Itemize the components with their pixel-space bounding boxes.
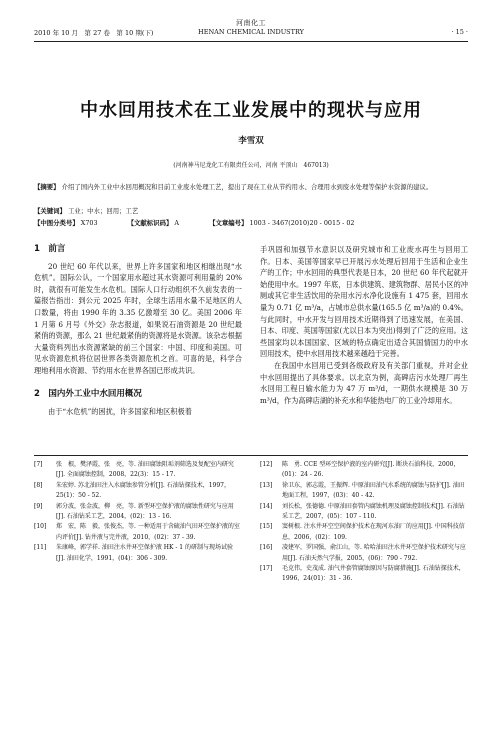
reference-item bbox=[34, 522, 240, 543]
reference-item bbox=[34, 460, 240, 481]
clc-label: 【中图分类号】 bbox=[34, 219, 79, 227]
section2-heading: 2 国内外工业中水回用概况 bbox=[34, 388, 142, 399]
reference-text: 朱康峰，郭学祥. 油田注水井环空保护液 HK - 1 的研制与现场试验[J]. 油田化学，1991，(04)：306 - 309. bbox=[56, 544, 234, 562]
references-right bbox=[260, 460, 468, 585]
keywords-label: 【关键词】 bbox=[34, 207, 66, 215]
article-title: 中水回用技术在工业发展中的现状与应用 bbox=[80, 100, 422, 121]
reference-number: [7] bbox=[34, 461, 43, 468]
doccode-label: 【文献标识码】 bbox=[127, 219, 173, 227]
right-column bbox=[260, 244, 468, 406]
reference-item bbox=[34, 502, 240, 523]
reference-text: 朱宏婷. 苏北油田注入水腐蚀参管分析[J]. 石油钻探技术，1997，25(1)：50 - 52. bbox=[56, 481, 230, 500]
reference-item bbox=[260, 460, 468, 481]
reference-number: [14] bbox=[260, 502, 273, 510]
section2-paragraph-2: 在我国中水回用已受到各级政府及有关部门重视，并对企业中水回用提出了具体要求。以北京为例，高碑店污水处理厂再生水回用工程日输水能力为 47 万 m³/d，一期供水规模是 30 万 m³/d，作为高碑店湖的补充水和华能热电厂的工业冷却用水。 bbox=[260, 360, 468, 405]
reference-item bbox=[260, 564, 468, 585]
section1-paragraph: 20 世纪 60 年代以来，世界上许多国家和地区相继出现“水危机”。国际公认，一个国家用水超过其水资源可利用量的 20% 时，就很有可能发生水危机。国际人口行动组织不久前发表的一篇报告指出：到公元 2025 年时，全球生活用水量不足地区的人口数量，将由 1990 年的 3.35 亿激增至 30 亿。美国 2006 年 1 月第 6 月号《外交》杂志报道，如果说石油资源是 20 世纪最紧俏的资源，那么 21 世纪最紧俏的资源将是水资源。该杂志根据大量资料列出水资源紧缺的前三个国家：中国、印度和美国。可见水资源危机将位居世界各类资源危机之首。可喜的是，科学合理地利用水资源、节约用水在世界各国已形成共识。 bbox=[34, 261, 242, 375]
reference-item bbox=[34, 543, 240, 564]
reference-text: 徐卫东，郭志霞，王振辉. 中原油田油气水系统的腐蚀与防护[J]. 油田地面工程，1997，(03)：40 - 42. bbox=[282, 481, 465, 500]
affiliation: (河南神马尼龙化工有限责任公司，河南 平顶山 467013) bbox=[173, 162, 329, 169]
reference-number: [13] bbox=[260, 481, 273, 489]
author-name: 李雪双 bbox=[238, 136, 264, 146]
reference-text: 张 根，樊泽霞，张 亮，等. 油田腐蚀阻垢剂筛选及复配室内研究[J]. 全面腐蚀控制，2008，22(3)：15 - 17. bbox=[56, 461, 234, 479]
left-column bbox=[34, 244, 242, 418]
reference-item bbox=[260, 502, 468, 523]
section2-paragraph-continued: 手巩固和加强节水意识以及研究城市和工业废水再生与回用工作。日本、美国等国家早已开展污水处理后回用于生活和企业生产的工作；中水回用的典型代表是日本，20 世纪 60 年代起就开始使用中水。1997 年底，日本供建筑、建筑物群、居民小区的冲厕或其它非生活饮用的杂用水污水净化设施有 1 475 套，回用水量为 0.71 亿 m³/a，占城市总供水量(165.5 亿 m³/a)的 0.4%。与此同时，中水开发与回用技术近期得到了迅速发展，在美国、日本、印度、英国等国家(尤以日本为突出)得到了广泛的应用。这些国家均以本国国家、区域的特点确定出适合其国情国力的中水回用技术，使中水回用技术越来越趋于完善。 bbox=[260, 245, 468, 359]
reference-item bbox=[260, 522, 468, 543]
references-left bbox=[34, 460, 240, 564]
clc-value: X703 bbox=[80, 219, 98, 227]
keywords-text: 工业；中水；回用；工艺 bbox=[68, 207, 139, 215]
reference-text: 窦树根. 注水井环空空间保护技术在现河东油厂的应用[J]. 中国科技信息，2006，(02)：109. bbox=[282, 523, 465, 541]
issue-info: 2010 年 10 月 第 27 卷 第 10 期(下) bbox=[34, 29, 154, 37]
reference-item bbox=[260, 543, 468, 564]
references-rule bbox=[34, 455, 468, 456]
section2-paragraph-start: 由于“水危机”的困扰，许多国家和地区积极着 bbox=[48, 407, 192, 417]
classification-line bbox=[34, 218, 468, 229]
reference-number: [10] bbox=[34, 523, 47, 531]
reference-text: 毛克伟，史茂成. 油气井套管腐蚀原因与防腐措施[J]. 石油钻探技术，1996，24(01)：31 - 36. bbox=[282, 565, 465, 583]
reference-text: 凌建军，罗国强，俞江山，等. 哈哈油田注水井环空保护技术研究与应用[J]. 石油天然气学报，2005，(06)：790 - 792. bbox=[282, 544, 466, 562]
reference-text: 陈 勇. CCE 型环空保护液的室内研究[J]. 断块石油科技，2000，(01)：24 - 26. bbox=[282, 461, 460, 479]
journal-name: 河南化工 bbox=[236, 19, 266, 27]
reference-number: [17] bbox=[260, 565, 273, 573]
reference-text: 刘长松，张德德. 中原油田套管内腐蚀机理及腐蚀控制技术[J]. 石油钻采工艺，2007，(05)：107 - 110. bbox=[282, 502, 465, 521]
doccode-value: A bbox=[174, 219, 180, 227]
reference-text: 郭分波，张金波，柳 亮，等. 新型环空保护液的腐蚀性研究与应用[J]. 石油钻采工艺，2004，(02)：13 - 16. bbox=[56, 502, 234, 521]
journal-english-name: HENAN CHEMICAL INDUSTRY bbox=[198, 28, 304, 36]
reference-number: [15] bbox=[260, 523, 273, 531]
abstract bbox=[34, 182, 468, 193]
abstract-label: 【摘要】 bbox=[34, 183, 60, 191]
reference-number: [8] bbox=[34, 481, 43, 489]
running-header bbox=[34, 28, 468, 38]
reference-number: [16] bbox=[260, 544, 273, 552]
reference-number: [12] bbox=[260, 461, 273, 468]
articleno-value: 1003 - 3467(2010)20 - 0015 - 02 bbox=[249, 219, 355, 227]
reference-item bbox=[260, 481, 468, 502]
keywords bbox=[34, 206, 468, 217]
reference-number: [11] bbox=[34, 544, 47, 552]
page-number: · 15 · bbox=[451, 28, 468, 36]
reference-item bbox=[34, 481, 240, 502]
reference-number: [9] bbox=[34, 502, 43, 510]
section1-heading: 1 前言 bbox=[34, 244, 66, 254]
reference-text: 郑 宏，陈 毅，张俊杰，等. 一种适用于含硫油气田环空保护液的室内评价[J]. 钻井液与完井液，2010，(02)：37 - 39. bbox=[56, 523, 240, 541]
articleno-label: 【文章编号】 bbox=[209, 219, 248, 227]
header-rule bbox=[34, 41, 468, 42]
abstract-text: 介绍了国内外工业中水回用概况和目前工业废水处理工艺，提出了现在工业从节约用水、合理用水到废水处理等保护水资源的建议。 bbox=[61, 183, 433, 191]
